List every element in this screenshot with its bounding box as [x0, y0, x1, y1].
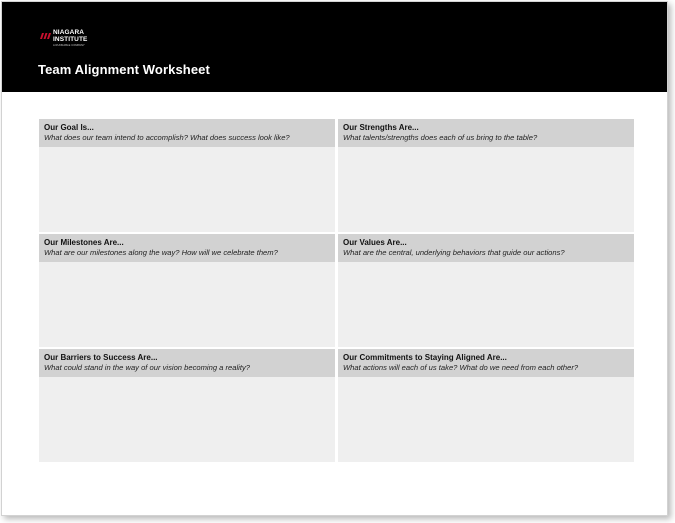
section-title: Our Barriers to Success Are...	[44, 353, 158, 362]
section-commitments	[338, 349, 634, 462]
response-area[interactable]	[338, 264, 634, 347]
response-area[interactable]	[338, 379, 634, 462]
logo-line2: INSTITUTE	[53, 35, 88, 43]
response-area[interactable]	[39, 379, 335, 462]
response-area[interactable]	[39, 149, 335, 232]
header-banner	[2, 2, 667, 92]
worksheet-title: Team Alignment Worksheet	[38, 62, 210, 77]
section-prompt: What are the central, underlying behaviors that guide our actions?	[343, 248, 565, 257]
section-prompt: What actions will each of us take? What do we need from each other?	[343, 363, 579, 372]
brand-slashes-icon	[40, 33, 53, 39]
section-header	[338, 349, 634, 377]
section-goal	[39, 119, 335, 232]
section-milestones	[39, 234, 335, 347]
section-barriers	[39, 349, 335, 462]
section-prompt: What could stand in the way of our vision becoming a reality?	[44, 363, 250, 372]
section-prompt: What are our milestones along the way? How will we celebrate them?	[44, 248, 278, 257]
worksheet-page	[1, 1, 668, 516]
section-title: Our Milestones Are...	[44, 238, 124, 247]
section-title: Our Values Are...	[343, 238, 407, 247]
section-header	[338, 234, 634, 262]
section-title: Our Commitments to Staying Aligned Are...	[343, 353, 507, 362]
section-title: Our Strengths Are...	[343, 123, 419, 132]
section-header	[338, 119, 634, 147]
response-area[interactable]	[338, 149, 634, 232]
section-header	[39, 349, 335, 377]
section-prompt: What does our team intend to accomplish? What does success look like?	[44, 133, 290, 142]
section-strengths	[338, 119, 634, 232]
section-title: Our Goal Is...	[44, 123, 94, 132]
logo-wordmark	[53, 30, 87, 43]
section-values	[338, 234, 634, 347]
section-prompt: What talents/strengths does each of us bring to the table?	[343, 133, 538, 142]
section-header	[39, 119, 335, 147]
logo-line1: NIAGARA	[53, 29, 85, 36]
section-header	[39, 234, 335, 262]
response-area[interactable]	[39, 264, 335, 347]
logo-tagline: A RUNNABLE COMPANY	[53, 44, 85, 47]
worksheet-grid	[39, 119, 630, 462]
